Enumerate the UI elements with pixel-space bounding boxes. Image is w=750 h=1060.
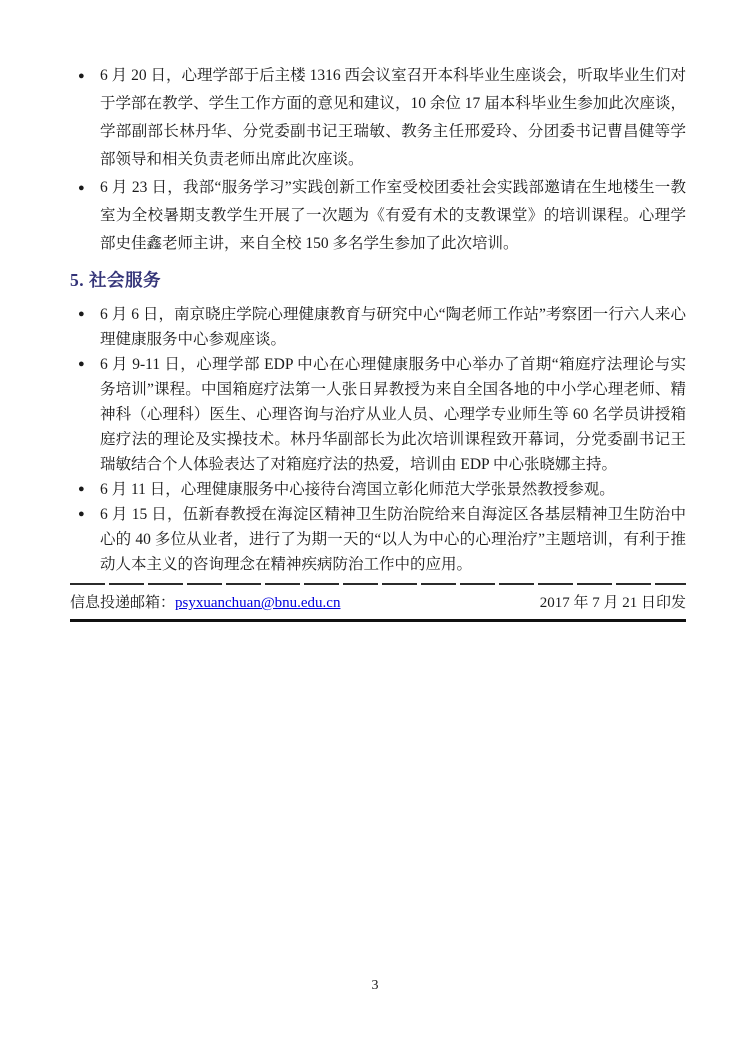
bullet-text: 6 月 9-11 日，心理学部 EDP 中心在心理健康服务中心举办了首期“箱庭疗法理论与实务培训”课程。中国箱庭疗法第一人张日昇教授为来自全国各地的中小学心理老师、精神科（心理科）医生、心理咨询与治疗从业人员、心理学专业师生等 60 名学员讲授箱庭疗法的理论及实操技术。林丹华副部长为此次培训课程致开幕词，分党委副书记王瑞敏结合个人体验表达了对箱庭疗法的热爱，培训由 EDP 中心张晓娜主持。 bbox=[100, 356, 686, 473]
bullet-icon: ● bbox=[78, 483, 85, 495]
list-item bbox=[70, 352, 686, 477]
bullet-text: 6 月 20 日，心理学部于后主楼 1316 西会议室召开本科毕业生座谈会，听取毕业生们对于学部在教学、学生工作方面的意见和建议，10 余位 17 届本科毕业生参加此次座谈，学部副部长林丹华、分党委副书记王瑞敏、教务主任邢爱玲、分团委书记曹昌健等学部领导和相关负责老师出席此次座谈。 bbox=[100, 67, 686, 168]
footer-row bbox=[70, 592, 686, 619]
footer-solid-divider bbox=[70, 619, 686, 622]
footer bbox=[70, 583, 686, 622]
bullet-icon: ● bbox=[78, 508, 85, 520]
list-item bbox=[70, 174, 686, 258]
bullet-list-previous-section bbox=[70, 62, 686, 258]
bullet-text: 6 月 15 日，伍新春教授在海淀区精神卫生防治院给来自海淀区各基层精神卫生防治中心的 40 多位从业者，进行了为期一天的“以人为中心的心理治疗”主题培训，有利于推动人本主义的咨询理念在精神疾病防治工作中的应用。 bbox=[100, 506, 686, 573]
footer-email-label: 信息投递邮箱： bbox=[70, 595, 176, 611]
bullet-icon: ● bbox=[78, 182, 85, 194]
bullet-list-social-service bbox=[70, 302, 686, 577]
bullet-icon: ● bbox=[78, 308, 85, 320]
list-item bbox=[70, 302, 686, 352]
page-number: 3 bbox=[371, 978, 379, 993]
bullet-icon: ● bbox=[78, 358, 85, 370]
list-item bbox=[70, 62, 686, 174]
footer-email-link[interactable]: psyxuanchuan@bnu.edu.cn bbox=[175, 595, 341, 611]
footer-dashed-divider bbox=[70, 583, 686, 585]
list-item bbox=[70, 502, 686, 577]
bullet-text: 6 月 6 日，南京晓庄学院心理健康教育与研究中心“陶老师工作站”考察团一行六人来心理健康服务中心参观座谈。 bbox=[100, 306, 686, 348]
bullet-text: 6 月 23 日，我部“服务学习”实践创新工作室受校团委社会实践部邀请在生地楼生一教室为全校暑期支教学生开展了一次题为《有爱有术的支教课堂》的培训课程。心理学部史佳鑫老师主讲，来自全校 150 多名学生参加了此次培训。 bbox=[100, 179, 686, 252]
section-heading-social-service: 5. 社会服务 bbox=[70, 270, 161, 290]
bullet-text: 6 月 11 日，心理健康服务中心接待台湾国立彰化师范大学张景然教授参观。 bbox=[100, 481, 615, 498]
footer-print-date: 2017 年 7 月 21 日印发 bbox=[539, 595, 686, 611]
bullet-icon: ● bbox=[78, 70, 85, 82]
list-item bbox=[70, 477, 686, 502]
